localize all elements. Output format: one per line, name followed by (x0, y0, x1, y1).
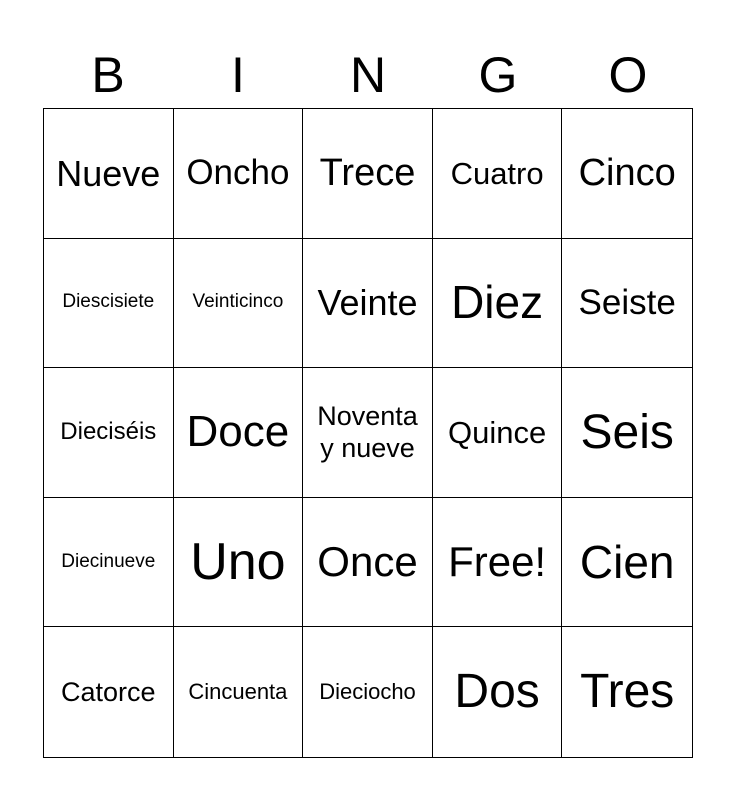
bingo-cell[interactable]: Uno (174, 498, 304, 628)
header-letter-n: N (349, 47, 387, 103)
bingo-cell[interactable]: Cincuenta (174, 627, 304, 757)
bingo-cell[interactable]: Veinte (303, 239, 433, 369)
bingo-cell[interactable]: Quince (433, 368, 563, 498)
bingo-cell[interactable]: Seis (562, 368, 692, 498)
bingo-cell[interactable]: Noventa y nueve (303, 368, 433, 498)
bingo-cell[interactable]: Doce (174, 368, 304, 498)
bingo-cell[interactable]: Cien (562, 498, 692, 628)
header-letter-g: G (478, 47, 518, 103)
bingo-cell[interactable]: Tres (580, 665, 675, 719)
bingo-cell[interactable]: Diecinueve (44, 498, 174, 628)
bingo-cell[interactable]: Dieciséis (44, 368, 174, 498)
free-space-cell[interactable]: Free! (433, 498, 563, 628)
bingo-cell[interactable]: Catorce (44, 627, 174, 757)
bingo-cell[interactable]: Once (303, 498, 433, 628)
bingo-header (43, 42, 693, 108)
bingo-cell[interactable]: Cuatro (433, 109, 563, 239)
bingo-board (43, 108, 693, 758)
bingo-cell[interactable]: Nueve (44, 109, 174, 239)
bingo-cell[interactable]: Diescisiete (44, 239, 174, 369)
bingo-cell[interactable]: Seiste (562, 239, 692, 369)
bingo-cell[interactable]: Dieciocho (303, 627, 433, 757)
header-letter-b: B (91, 47, 125, 103)
bingo-cell[interactable]: Diez (433, 239, 563, 369)
bingo-cell[interactable]: Dos (433, 627, 563, 757)
header-letter-o: O (608, 47, 648, 103)
bingo-cell[interactable]: Cinco (562, 109, 692, 239)
header-letter-i: I (231, 47, 245, 103)
bingo-cell[interactable]: Veinticinco (174, 239, 304, 369)
bingo-cell[interactable]: Oncho (174, 109, 304, 239)
bingo-cell[interactable]: Trece (303, 109, 433, 239)
